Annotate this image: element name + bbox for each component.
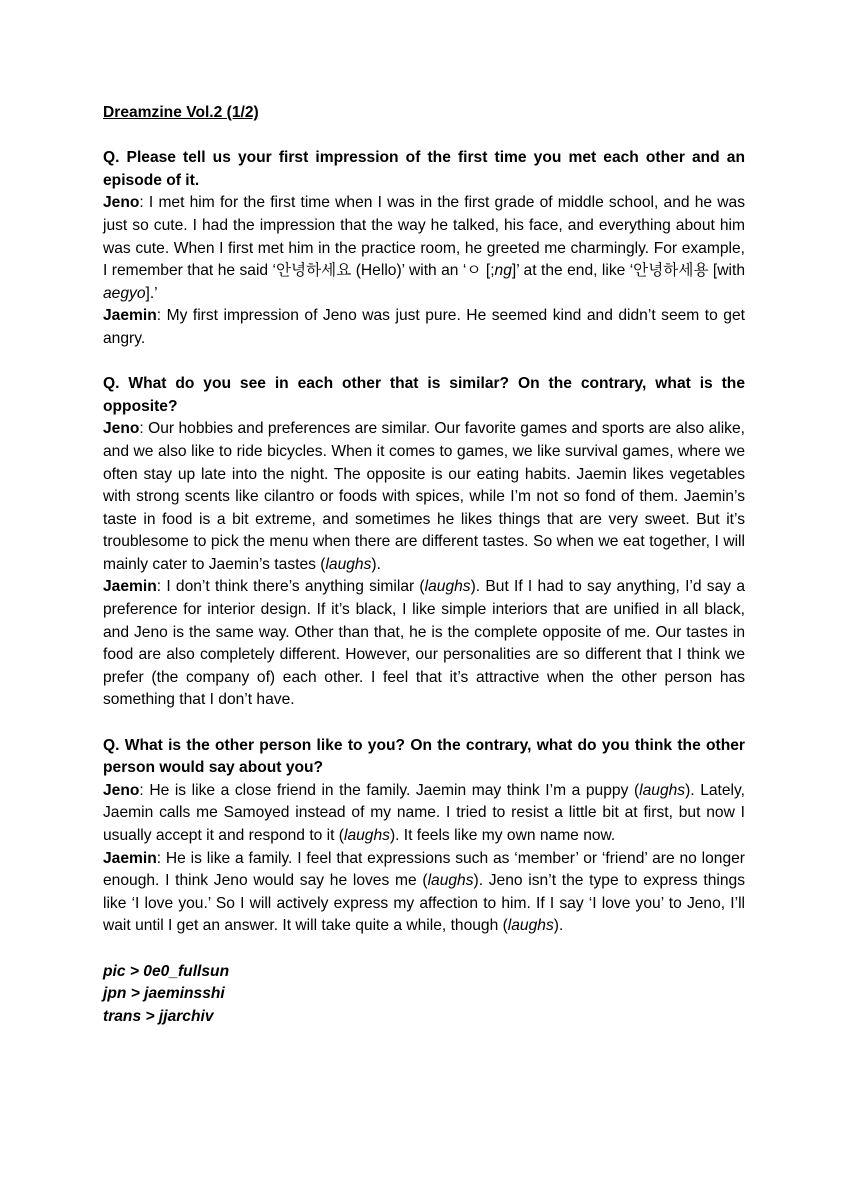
answer-text: ). But If I had to say anything, I’d say a preference for interior design. If it’s black, I like simple interiors that are unified in all black, and Jeno is the same way. Other than that, he is the complete opposite of me. Our tastes in food are also completely different. However, our personalities are so different that I think we prefer (the company of) each other. I feel that it’s attractive when the other person has something that I don’t have. xyxy=(103,578,745,709)
answer-jaemin-2 xyxy=(103,576,745,712)
answer-text: : My first impression of Jeno was just pure. He seemed kind and didn’t seem to get angry. xyxy=(103,307,745,347)
qa-section-3 xyxy=(103,735,745,938)
italic-term: laughs xyxy=(639,781,686,799)
speaker-name-jaemin: Jaemin xyxy=(103,849,157,867)
speaker-name-jeno: Jeno xyxy=(103,194,140,212)
answer-text: ). xyxy=(371,555,381,573)
qa-section-2 xyxy=(103,373,745,712)
answer-text: ].’ xyxy=(145,284,158,302)
italic-term: laughs xyxy=(507,917,554,935)
qa-section-1 xyxy=(103,147,745,350)
question-1: Q. Please tell us your first impression of the first time you met each other and an episode of it. xyxy=(103,149,745,189)
answer-jeno-2 xyxy=(103,418,745,576)
italic-term: laughs xyxy=(325,555,372,573)
speaker-name-jaemin: Jaemin xyxy=(103,307,157,325)
answer-text: ). Jeno isn’t the type to express things like ‘I love you.’ So I will actively express my affection to him. If I say ‘I love you’ to Jeno, I’ll wait until I get an answer. It will take quite a while, though ( xyxy=(103,872,745,935)
document-title: Dreamzine Vol.2 (1/2) xyxy=(103,104,259,121)
answer-text: : I don’t think there’s anything similar ( xyxy=(156,578,425,596)
answer-jeno-1 xyxy=(103,192,745,305)
answer-text: ). xyxy=(553,917,564,935)
question-2: Q. What do you see in each other that is similar? On the contrary, what is the opposite? xyxy=(103,375,745,415)
document-page xyxy=(103,102,745,1028)
answer-jaemin-3 xyxy=(103,848,745,938)
answer-text: : He is like a family. I feel that expressions such as ‘member’ or ‘friend’ are no longer enough. I think Jeno would say he loves me ( xyxy=(103,849,745,890)
speaker-name-jeno: Jeno xyxy=(103,420,140,438)
credit-pic: pic > 0e0_fullsun xyxy=(103,962,230,980)
answer-jeno-3 xyxy=(103,780,745,848)
italic-term: laughs xyxy=(424,578,471,596)
speaker-name-jeno: Jeno xyxy=(103,781,140,799)
speaker-name-jaemin: Jaemin xyxy=(103,578,157,596)
answer-jaemin-1 xyxy=(103,305,745,350)
italic-term: laughs xyxy=(427,872,474,890)
answer-text: : Our hobbies and preferences are similar. Our favorite games and sports are also alike, and we also like to ride bicycles. When it comes to games, we like survival games, where we often stay up late into the night. The opposite is our eating habits. Jaemin likes vegetables with strong scents like cilantro or foods with spices, while I’m not so fond of them. Jaemin’s taste in food is a bit extreme, and sometimes he likes things that are very sweet. But it’s troublesome to pick the menu when there are different tastes. So when we eat together, I will mainly cater to Jaemin’s tastes ( xyxy=(103,420,745,573)
answer-text: : He is like a close friend in the family. Jaemin may think I’m a puppy ( xyxy=(139,781,640,799)
italic-term: aegyo xyxy=(103,284,146,302)
answer-text: ). It feels like my own name now. xyxy=(389,827,616,844)
italic-term: laughs xyxy=(343,827,390,844)
credits-block xyxy=(103,961,745,1029)
question-3: Q. What is the other person like to you? On the contrary, what do you think the other person would say about you? xyxy=(103,736,745,777)
answer-text: ). Lately, Jaemin calls me Samoyed instead of my name. I tried to resist a little bit at first, but now I usually accept it and respond to it ( xyxy=(103,781,745,844)
credit-jpn: jpn > jaeminsshi xyxy=(103,985,225,1003)
answer-text: ]’ at the end, like ‘안녕하세용 [with xyxy=(511,262,745,280)
italic-term: ng xyxy=(494,262,512,280)
credit-trans: trans > jjarchiv xyxy=(103,1007,214,1025)
answer-text: : I met him for the first time when I was in the first grade of middle school, and he was just so cute. I had the impression that the way he talked, his face, and everything about him was cute. When I first met him in the practice room, he greeted me charmingly. For example, I remember that he said ‘안녕하세요 (Hello)’ with an ‘ㅇ [; xyxy=(103,194,745,280)
